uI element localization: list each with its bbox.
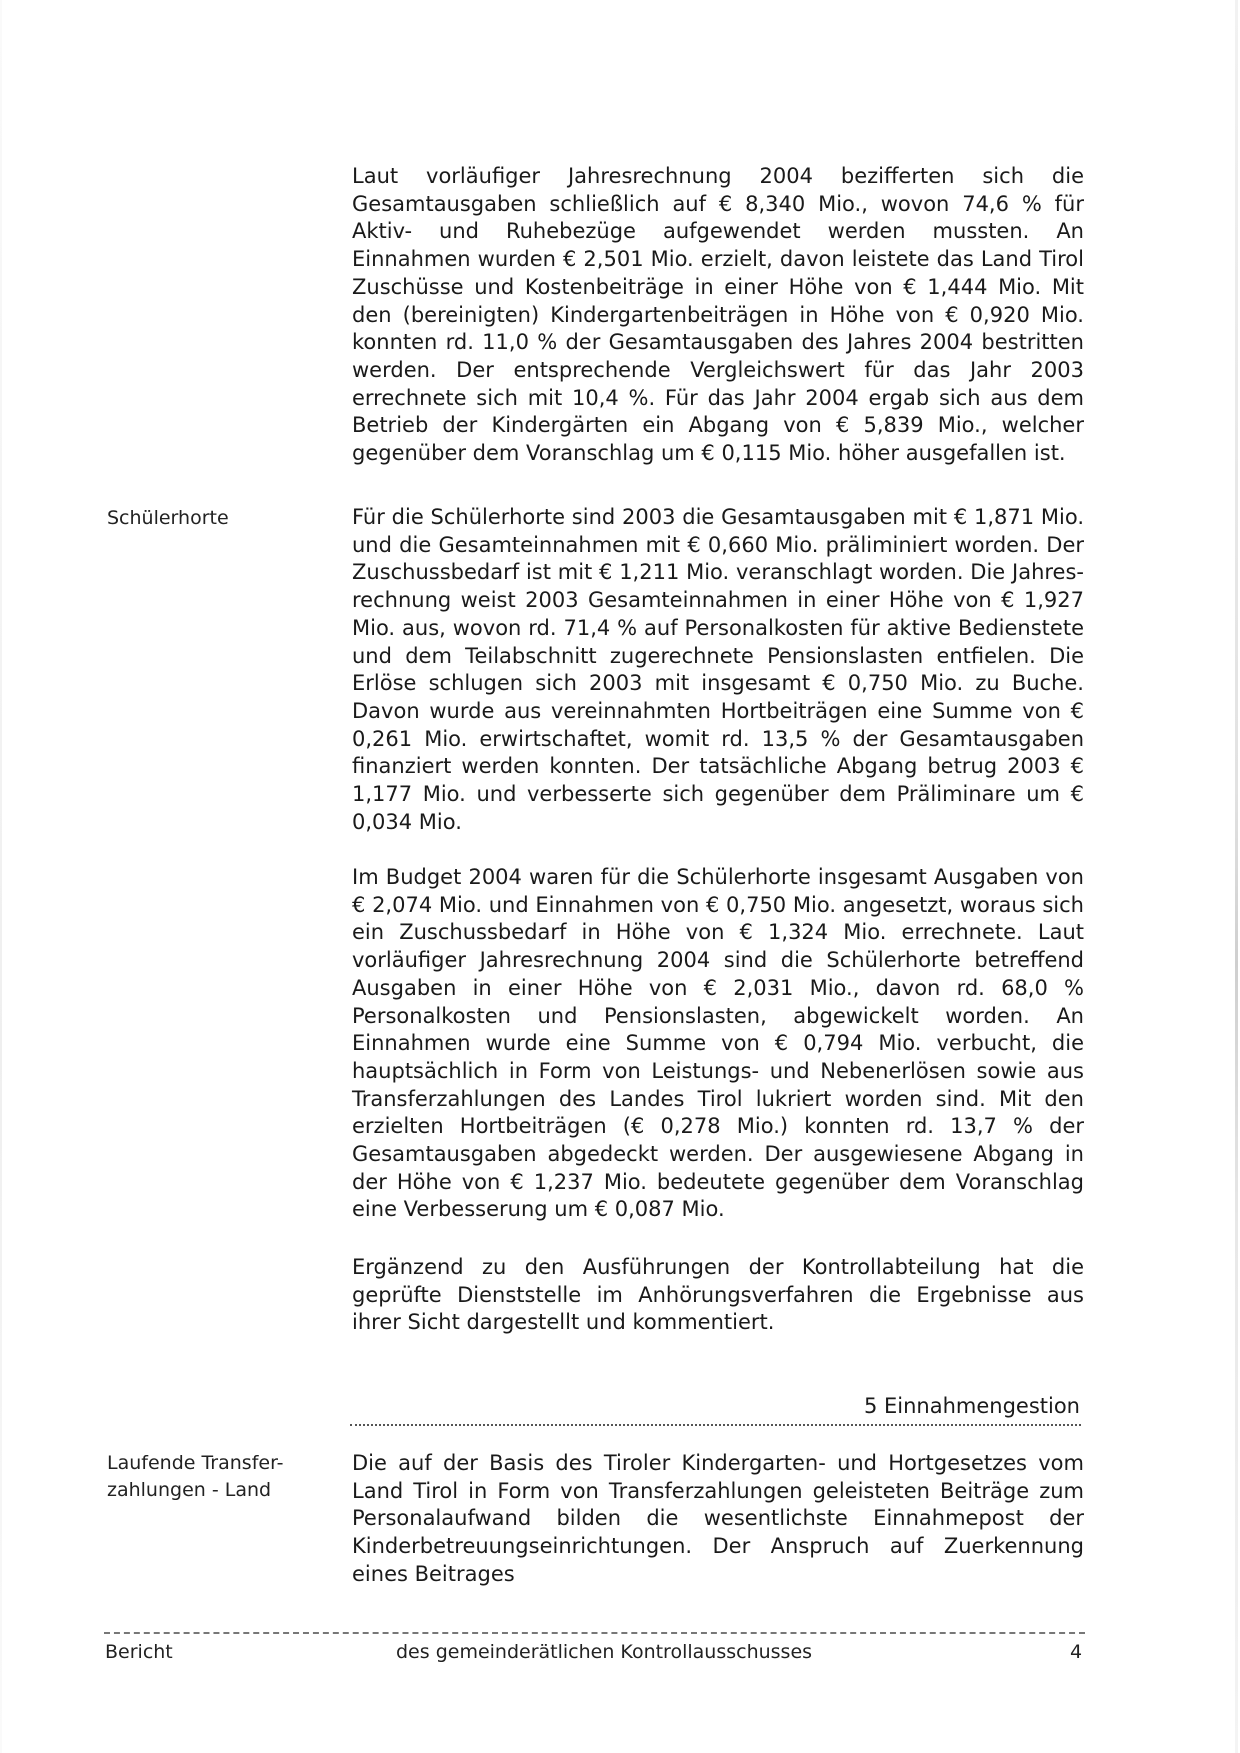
footer-divider [104, 1632, 1085, 1634]
schuelerhorte-paragraph-2: Im Budget 2004 waren für die Schülerhorte insgesamt Ausgaben von € 2,074 Mio. und Einnahmen von € 0,750 Mio. angesetzt, woraus sich ein Zuschussbedarf in Höhe von € 1,324 Mio. errechnete. Laut vorläufiger Jahresrechnung 2004 sind die Schülerhorte betreffend Ausgaben in einer Höhe von € 2,031 Mio., davon rd. 68,0 % Personalkosten und Pensionslasten, abgewickelt worden. An Einnahmen wurde eine Summe von € 0,794 Mio. verbucht, die hauptsächlich in Form von Leistungs- und Nebenerlösen sowie aus Transferzahlungen des Landes Tirol lukriert worden sind. Mit den erzielten Hortbeiträgen (€ 0,278 Mio.) konnten rd. 13,7 % der Gesamtausgaben abgedeckt werden. Der ausgewiesene Abgang in der Höhe von € 1,237 Mio. bedeutete gegenüber dem Voranschlag eine Verbesserung um € 0,087 Mio. [352, 865, 1084, 1222]
section-divider [350, 1424, 1081, 1426]
schuelerhorte-paragraph-3: Ergänzend zu den Ausführungen der Kontrollabteilung hat die geprüfte Dienststelle im Anhörungsverfahren die Ergebnisse aus ihrer Sicht dargestellt und kommentiert. [352, 1255, 1084, 1335]
footer-left-text: Bericht [105, 1641, 173, 1663]
page-number: 4 [1070, 1641, 1083, 1663]
scan-edge-right [1235, 0, 1238, 1753]
section-heading-einnahmengestion: 5 Einnahmengestion [863, 1394, 1080, 1418]
transfer-paragraph: Die auf der Basis des Tiroler Kindergarten- und Hortgesetzes vom Land Tirol in Form von Transferzahlungen geleisteten Beiträge zum Personalaufwand bilden die wesentlichste Einnahmepost der Kinderbetreuungseinrichtungen. Der Anspruch auf Zuerkennung eines Beitrages [352, 1451, 1084, 1586]
margin-label-line: zahlungen - Land [107, 1479, 272, 1501]
margin-label-line: Laufende Transfer- [107, 1452, 284, 1474]
intro-paragraph: Laut vorläufiger Jahresrechnung 2004 bezifferten sich die Gesamtausgaben schließlich auf € 8,340 Mio., wovon 74,6 % für Aktiv- und Ruhebezüge aufgewendet werden mussten. An Einnahmen wurden € 2,501 Mio. erzielt, davon leistete das Land Tirol Zuschüsse und Kostenbeiträge in einer Höhe von € 1,444 Mio. Mit den (bereinigten) Kindergartenbeiträgen in Höhe von € 0,920 Mio. konnten rd. 11,0 % der Gesamtausgaben des Jahres 2004 bestritten werden. Der entsprechende Vergleichswert für das Jahr 2003 errechnete sich mit 10,4 %. Für das Jahr 2004 ergab sich aus dem Betrieb der Kindergärten ein Abgang von € 5,839 Mio., welcher gegenüber dem Voranschlag um € 0,115 Mio. höher ausgefallen ist. [352, 164, 1084, 466]
schuelerhorte-paragraph-1: Für die Schülerhorte sind 2003 die Gesamtausgaben mit € 1,871 Mio. und die Gesamteinnahmen mit € 0,660 Mio. präliminiert worden. Der Zuschussbedarf ist mit € 1,211 Mio. veranschlagt worden. Die Jahresrechnung weist 2003 Gesamteinnahmen in einer Höhe von € 1,927 Mio. aus, wovon rd. 71,4 % auf Personalkosten für aktive Bedienstete und dem Teilabschnitt zugerechnete Pensionslasten entfielen. Die Erlöse schlugen sich 2003 mit insgesamt € 0,750 Mio. zu Buche. Davon wurde aus vereinnahmten Hortbeiträgen eine Summe von € 0,261 Mio. erwirtschaftet, womit rd. 13,5 % der Gesamtausgaben finanziert werden konnten. Der tatsächliche Abgang betrug 2003 € 1,177 Mio. und verbesserte sich gegenüber dem Präliminare um € 0,034 Mio. [352, 505, 1084, 834]
footer-center-text: des gemeinderätlichen Kontrollausschusses [396, 1641, 813, 1663]
scan-edge-left [0, 0, 2, 1753]
margin-label-transferzahlungen [107, 1450, 284, 1504]
margin-label-schuelerhorte: Schülerhorte [107, 507, 229, 529]
